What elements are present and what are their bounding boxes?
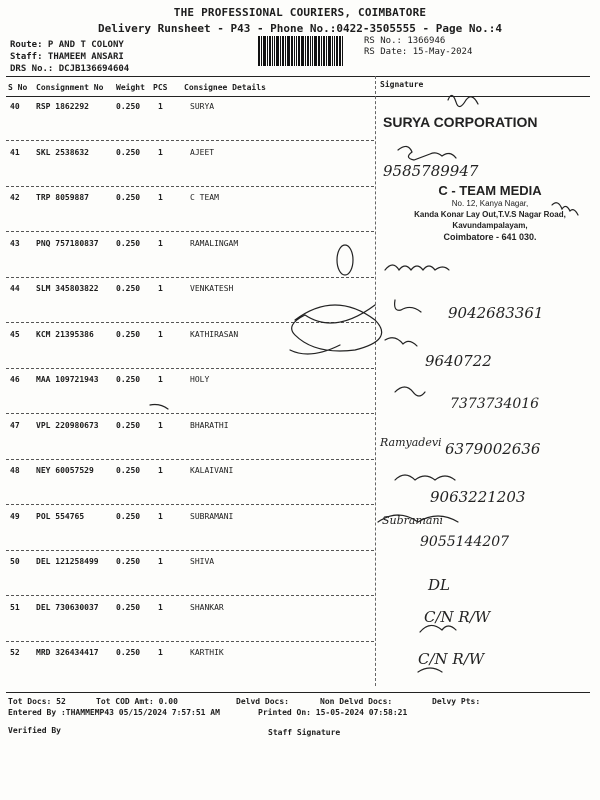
row-consignment: PNQ 757180837 bbox=[36, 238, 99, 248]
row-consignee: C TEAM bbox=[190, 193, 219, 202]
row-pcs: 1 bbox=[158, 466, 163, 475]
row-sno: 42 bbox=[10, 193, 20, 202]
row-weight: 0.250 bbox=[116, 284, 141, 293]
row-sno: 44 bbox=[10, 284, 20, 293]
handwriting-name-49: Subramani bbox=[382, 514, 444, 527]
row-consignee: HOLY bbox=[190, 375, 210, 384]
handwriting-phone-44: 9042683361 bbox=[448, 304, 544, 322]
row-consignment: POL 554765 bbox=[36, 511, 85, 521]
col-signature: Signature bbox=[380, 80, 424, 89]
cteam-stamp-line1: No. 12, Kanya Nagar, bbox=[451, 199, 529, 208]
row-consignment: DEL 121258499 bbox=[36, 557, 99, 566]
row-pcs: 1 bbox=[158, 284, 163, 293]
col-consignee: Consignee Details bbox=[184, 83, 266, 92]
drs-number: DRS No.: DCJB136694604 bbox=[10, 64, 130, 74]
row-sno: 51 bbox=[10, 602, 20, 612]
surya-stamp: SURYA CORPORATION bbox=[383, 114, 538, 130]
row-consignment: TRP 8059887 bbox=[36, 193, 89, 202]
row-weight: 0.250 bbox=[116, 557, 141, 566]
row-weight: 0.250 bbox=[116, 147, 141, 157]
row-weight: 0.250 bbox=[116, 193, 141, 202]
row-consignee: VENKATESH bbox=[190, 284, 234, 293]
row-weight: 0.250 bbox=[116, 648, 141, 657]
row-consignee: KALAIVANI bbox=[190, 466, 234, 475]
row-weight: 0.250 bbox=[116, 420, 141, 430]
signature-scribble-48 bbox=[395, 475, 455, 480]
handwriting-phone-46: 7373734016 bbox=[450, 396, 540, 412]
signature-scribble-41 bbox=[398, 146, 456, 160]
row-consignee: AJEET bbox=[190, 147, 215, 157]
staff-label: Staff: THAMEEM ANSARI bbox=[10, 52, 124, 62]
row-sno: 49 bbox=[10, 511, 20, 521]
row-pcs: 1 bbox=[158, 648, 163, 657]
col-weight: Weight bbox=[116, 83, 145, 92]
handwriting-phone-45: 9640722 bbox=[425, 352, 492, 370]
row-consignment: MRD 326434417 bbox=[36, 648, 99, 657]
cteam-stamp-name: C - TEAM MEDIA bbox=[438, 183, 542, 198]
handwriting-phone-41: 9585789947 bbox=[383, 162, 479, 180]
row-sno: 46 bbox=[10, 375, 20, 384]
row-consignee: SUBRAMANI bbox=[190, 511, 234, 521]
row-weight: 0.250 bbox=[116, 466, 141, 475]
row-sno: 50 bbox=[10, 557, 20, 566]
row-pcs: 1 bbox=[158, 102, 163, 111]
row-pcs: 1 bbox=[158, 557, 163, 566]
row-consignee: RAMALINGAM bbox=[190, 238, 239, 248]
company-title: THE PROFESSIONAL COURIERS, COIMBATORE bbox=[173, 6, 427, 19]
col-sno: S No bbox=[8, 83, 28, 92]
row-consignee: SHANKAR bbox=[190, 602, 224, 612]
row-sno: 40 bbox=[10, 102, 20, 111]
row-consignment: RSP 1862292 bbox=[36, 102, 89, 111]
row-sno: 52 bbox=[10, 648, 20, 657]
rs-date: RS Date: 15-May-2024 bbox=[364, 47, 473, 57]
printed-on: Printed On: 15-05-2024 07:58:21 bbox=[258, 708, 408, 717]
row-consignee: BHARATHI bbox=[190, 420, 229, 430]
route-label: Route: P AND T COLONY bbox=[10, 40, 124, 50]
col-consignment: Consignment No bbox=[36, 83, 104, 92]
row-pcs: 1 bbox=[158, 238, 163, 248]
row-sno: 45 bbox=[10, 329, 20, 339]
row-consignment: KCM 21395386 bbox=[36, 329, 94, 339]
handwriting-note-52: C/N R/W bbox=[418, 650, 485, 668]
handwriting-phone-48: 9063221203 bbox=[430, 488, 526, 506]
row-weight: 0.250 bbox=[116, 102, 141, 111]
rs-number: RS No.: 1366946 bbox=[364, 36, 446, 46]
delivery-points: Delvy Pts: bbox=[432, 697, 481, 706]
row-sno: 47 bbox=[10, 420, 20, 430]
signature-loop-51 bbox=[420, 625, 456, 632]
row-consignment: SKL 2538632 bbox=[36, 147, 89, 157]
signature-scribble-44 bbox=[395, 300, 421, 312]
row-sno: 43 bbox=[10, 238, 20, 248]
signature-loop-43 bbox=[337, 245, 353, 275]
col-pcs: PCS bbox=[153, 83, 168, 92]
row-weight: 0.250 bbox=[116, 602, 141, 612]
row-consignment: VPL 220980673 bbox=[36, 420, 99, 430]
verified-by-label: Verified By bbox=[8, 726, 61, 735]
row-sno: 41 bbox=[10, 147, 20, 157]
cteam-stamp-line3: Kavundampalayam, bbox=[452, 221, 528, 230]
signature-scribble-43 bbox=[385, 265, 449, 270]
handwriting-name-47: Ramyadevi bbox=[380, 436, 442, 449]
row-pcs: 1 bbox=[158, 511, 163, 521]
signature-loop-52 bbox=[418, 668, 442, 672]
row-consignee: KATHIRASAN bbox=[190, 329, 239, 339]
handwriting-phone-47: 6379002636 bbox=[445, 440, 541, 458]
cteam-stamp-line4: Coimbatore - 641 030. bbox=[443, 232, 537, 242]
row-consignment: MAA 109721943 bbox=[36, 375, 99, 384]
signature-large-scribble-45 bbox=[290, 305, 382, 354]
handwriting-note-51: C/N R/W bbox=[424, 608, 491, 626]
non-delivered-docs: Non Delvd Docs: bbox=[320, 697, 393, 706]
footer-rule bbox=[6, 692, 590, 693]
handwriting-phone-49: 9055144207 bbox=[420, 534, 510, 550]
row-consignee: SURYA bbox=[190, 102, 215, 111]
staff-signature-label: Staff Signature bbox=[268, 728, 341, 737]
row-sno: 48 bbox=[10, 466, 20, 475]
pen-mark-46 bbox=[150, 405, 168, 410]
row-consignee: SHIVA bbox=[190, 557, 215, 566]
row-pcs: 1 bbox=[158, 147, 163, 157]
delivered-docs: Delvd Docs: bbox=[236, 697, 289, 706]
row-consignment: DEL 730630037 bbox=[36, 602, 99, 612]
row-pcs: 1 bbox=[158, 375, 163, 384]
runsheet-title: Delivery Runsheet - P43 - Phone No.:0422-3505555 - Page No.:4 bbox=[98, 22, 502, 35]
row-consignment: NEY 60057529 bbox=[36, 466, 94, 475]
row-consignee: KARTHIK bbox=[190, 648, 224, 657]
row-weight: 0.250 bbox=[116, 329, 141, 339]
row-pcs: 1 bbox=[158, 602, 163, 612]
entered-by: Entered By :THAMMEMP43 05/15/2024 7:57:51 AM bbox=[8, 708, 220, 717]
handwriting-note-50: DL bbox=[428, 576, 450, 594]
total-docs: Tot Docs: 52 bbox=[8, 697, 66, 706]
row-consignment: SLM 345803822 bbox=[36, 284, 99, 293]
signature-scribble-40 bbox=[448, 95, 478, 106]
cteam-stamp-line2: Kanda Konar Lay Out,T.V.S Nagar Road, bbox=[414, 210, 566, 219]
row-weight: 0.250 bbox=[116, 511, 141, 521]
signature-scribble-46 bbox=[395, 387, 425, 396]
row-pcs: 1 bbox=[158, 329, 163, 339]
row-weight: 0.250 bbox=[116, 375, 141, 384]
signature-scribble-45 bbox=[385, 338, 417, 346]
row-weight: 0.250 bbox=[116, 238, 141, 248]
total-cod-amount: Tot COD Amt: 0.00 bbox=[96, 697, 178, 706]
row-pcs: 1 bbox=[158, 193, 163, 202]
row-pcs: 1 bbox=[158, 420, 163, 430]
signature-scribble-cteam bbox=[552, 203, 578, 215]
